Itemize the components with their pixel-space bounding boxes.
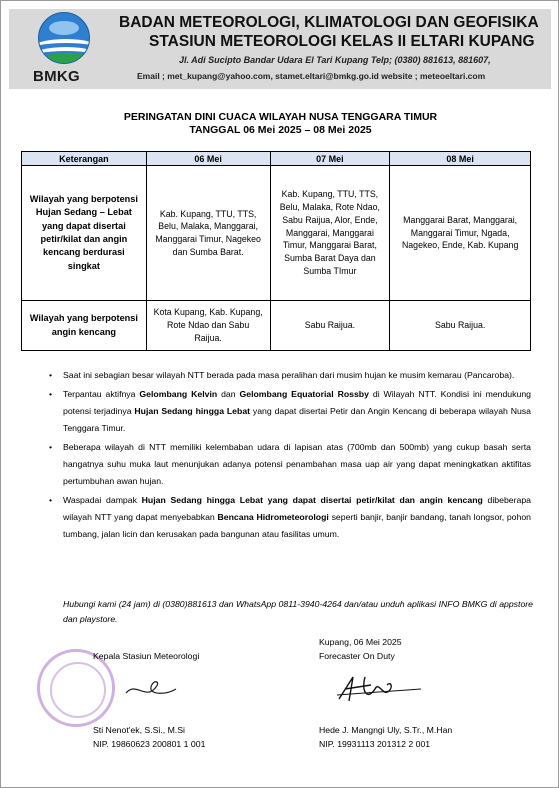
column-header: Keterangan (22, 152, 147, 166)
station-contact: Email ; met_kupang@yahoo.com, stamet.eltari@bmkg.go.id website ; meteoeltari.com (137, 71, 486, 81)
bmkg-logo (23, 12, 119, 88)
bullet-text: dibeberapa wilayah NTT yang dapat menyebabkan (63, 494, 532, 522)
table-cell: Kab. Kupang, TTU, TTS, Belu, Malaka, Manggarai, Manggarai Timur, Nagekeo dan Sumba Barat. (146, 166, 270, 301)
table-cell: Manggarai Barat, Manggarai, Manggarai Timur, Ngada, Nagekeo, Ende, Kab. Kupang (390, 166, 531, 301)
bullet-text: Saat ini sebagian besar wilayah NTT berada pada masa peralihan dari musim hujan ke musim kemarau (Pancaroba). (63, 370, 515, 380)
bullet-list (49, 367, 531, 545)
table-header-row (22, 152, 531, 166)
table-cell: Sabu Raijua. (390, 301, 531, 351)
bullet-text: Beberapa wilayah di NTT memiliki kelembaban udara di lapisan atas (700mb dan 500mb) yang cukup basah serta hangatnya suhu muka laut menunjukan adanya potensi penambahan masa uap air yang dapat meningkatkan aktifitas pertumbuhan awan hujan. (63, 441, 531, 486)
table-row (22, 166, 531, 301)
bullet-icon: • (49, 441, 53, 452)
bullet-text: seperti banjir, banjir bandang, tanah longsor, pohon tumbang, jalan licin dan kerusakan pada bangunan atau fasilitas umum. (63, 511, 531, 539)
station-name: STASIUN METEOROLOGI KELAS II ELTARI KUPANG (149, 33, 535, 50)
table-cell: Kab. Kupang, TTU, TTS, Belu, Malaka, Rote Ndao, Sabu Raijua, Alor, Ende, Manggarai, Manggarai Timur, Manggarai Barat, Sumba Barat Daya dan Sumba TImur (270, 166, 390, 301)
right-signer-nip: NIP. 19931113 201312 2 001 (319, 739, 431, 749)
bullet-icon: • (49, 494, 53, 505)
table-cell: Sabu Raijua. (270, 301, 390, 351)
bullet-text: di Wilayah NTT. Kondisi ini mendukung potensi terjadinya (63, 388, 531, 416)
bullet-icon: • (49, 370, 53, 380)
bmkg-emblem-icon (38, 12, 90, 64)
place-date: Kupang, 06 Mei 2025 (319, 637, 402, 647)
left-signer-nip: NIP. 19860623 200801 1 001 (93, 739, 206, 749)
right-signature (331, 671, 426, 707)
row-label: Wilayah yang berpotensi Hujan Sedang – Lebat yang dapat disertai petir/kilat dan angin kencang berdurasi singkat (22, 166, 147, 301)
bullet-item (49, 492, 531, 543)
bullet-text: Hujan Sedang hingga Lebat (134, 405, 251, 416)
bullet-text: dan (217, 388, 240, 399)
right-signer-name: Hede J. Mangngi Uly, S.Tr., M.Han (319, 725, 453, 735)
left-signer-role: Kepala Stasiun Meteorologi (93, 651, 200, 661)
table-row (22, 301, 531, 351)
letterhead (9, 9, 551, 89)
document-title: PERINGATAN DINI CUACA WILAYAH NUSA TENGGARA TIMUR (123, 111, 438, 123)
left-signature (121, 673, 181, 703)
bullet-text: Gelombang Kelvin (139, 388, 218, 399)
agency-name: BADAN METEOROLOGI, KLIMATOLOGI DAN GEOFISIKA (119, 14, 539, 31)
row-label: Wilayah yang berpotensi angin kencang (22, 301, 147, 351)
contact-info: Hubungi kami (24 jam) di (0380)881613 dan WhatsApp 0811-3940-4264 dan/atau unduh aplikasi INFO BMKG di appstore dan playstore. (63, 599, 533, 625)
bullet-text: Waspadai dampak (63, 494, 142, 505)
column-header: 08 Mei (390, 152, 531, 166)
warning-table (21, 151, 531, 351)
bullet-item (49, 439, 531, 490)
bullet-text: Terpantau aktifnya (63, 388, 140, 399)
bullet-text: yang dapat disertai Petir dan Angin Kencang di beberapa wilayah Nusa Tenggara Timur. (63, 405, 531, 433)
column-header: 07 Mei (270, 152, 390, 166)
bullet-text: Bencana Hidrometeorologi (217, 511, 329, 522)
bullet-icon: • (49, 388, 53, 399)
bullet-text: Gelombang Equatorial Rossby (239, 388, 369, 399)
logo-text: BMKG (33, 68, 81, 85)
bullet-item (49, 367, 531, 384)
table-cell: Kota Kupang, Kab. Kupang, Rote Ndao dan Sabu Raijua. (146, 301, 270, 351)
document-date-range: TANGGAL 06 Mei 2025 – 08 Mei 2025 (189, 124, 372, 136)
column-header: 06 Mei (146, 152, 270, 166)
right-signer-role: Forecaster On Duty (319, 651, 395, 661)
bullet-item (49, 386, 531, 437)
bullet-text: Hujan Sedang hingga Lebat yang dapat disertai petir/kilat dan angin kencang (141, 494, 483, 505)
left-signer-name: Sti Nenot'ek, S.Si., M.Si (93, 725, 185, 735)
station-address: Jl. Adi Sucipto Bandar Udara El Tari Kupang Telp; (0380) 881613, 881607, (179, 55, 491, 65)
